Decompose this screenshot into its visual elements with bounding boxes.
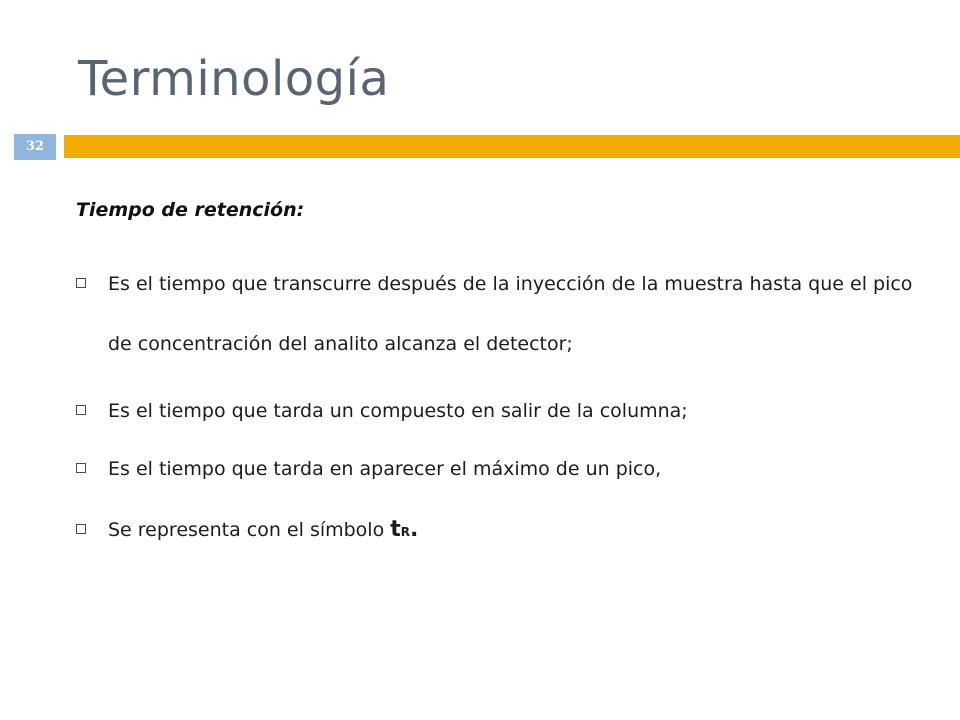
square-bullet-icon: [76, 405, 86, 415]
subheading: Tiempo de retención:: [76, 199, 305, 221]
bullet-text: Es el tiempo que tarda un compuesto en salir de la columna;: [108, 400, 688, 422]
bullet-item: [76, 390, 936, 432]
symbol-period: .: [410, 517, 419, 542]
bullet-item: [76, 254, 936, 374]
bullet-text: Se representa con el símbolo: [108, 519, 391, 541]
square-bullet-icon: [76, 278, 86, 288]
bullet-text: Es el tiempo que transcurre después de la inyección de la muestra hasta que el pico de concentración del analito alcanza el detector;: [108, 273, 913, 355]
square-bullet-icon: [76, 463, 86, 473]
bullet-item: [76, 506, 936, 556]
retention-symbol-t: t: [390, 517, 401, 542]
accent-bar: [64, 135, 960, 158]
retention-symbol-subscript: R: [400, 525, 411, 539]
bullet-item: [76, 448, 936, 490]
slide-content: [76, 192, 936, 556]
slide-title: Terminología: [78, 51, 390, 107]
square-bullet-icon: [76, 524, 86, 534]
bullet-text: Es el tiempo que tarda en aparecer el máximo de un pico,: [108, 458, 662, 480]
bullet-list: [76, 254, 936, 556]
page-number-badge: 32: [14, 134, 56, 160]
